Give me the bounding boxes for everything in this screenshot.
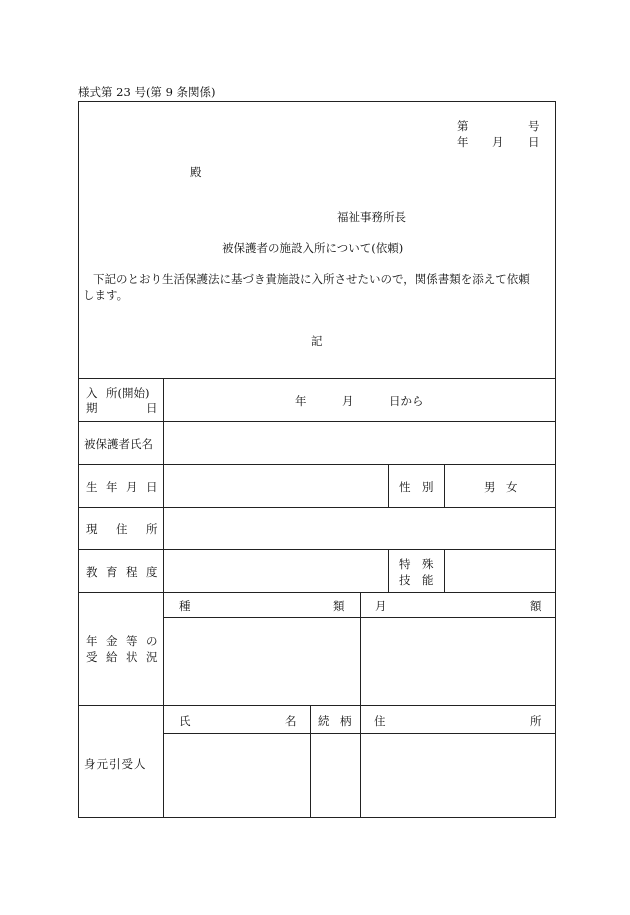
admission-label-line2-b: 日: [146, 401, 158, 415]
admission-label-line1-a: 入: [86, 386, 98, 400]
divider: [310, 705, 311, 818]
pension-label-1c: 等: [126, 634, 138, 648]
number-suffix: 号: [528, 119, 540, 133]
sex-label-2: 別: [422, 480, 434, 494]
education-label-2: 育: [106, 565, 118, 579]
sex-label-1: 性: [399, 480, 411, 494]
address-label-1: 現: [86, 522, 98, 536]
address-label-2: 住: [116, 522, 128, 536]
guarantor-relation-header-1: 続: [318, 714, 330, 728]
pension-label-2a: 受: [86, 650, 98, 664]
divider: [388, 464, 389, 507]
divider: [163, 378, 164, 818]
divider: [78, 507, 556, 508]
admission-label-line1-b: 所(開始): [106, 386, 150, 400]
pension-label-1b: 金: [106, 634, 118, 648]
guarantor-address-header-2: 所: [530, 714, 542, 728]
special-skill-label-2b: 能: [422, 573, 434, 587]
special-skill-label-2a: 技: [399, 573, 411, 587]
divider: [78, 549, 556, 550]
pension-label-2d: 況: [146, 650, 158, 664]
divider: [78, 705, 556, 706]
guarantor-relation-header-2: 柄: [340, 714, 352, 728]
pension-label-1d: の: [146, 634, 158, 648]
pension-amount-header-2: 額: [530, 599, 542, 613]
date-day: 日: [528, 135, 540, 149]
pension-type-header-1: 種: [179, 599, 191, 613]
protected-person-name-label: 被保護者氏名: [84, 437, 153, 451]
pension-label-2c: 状: [126, 650, 138, 664]
form-number: 様式第 23 号(第 9 条関係): [78, 85, 216, 99]
divider: [360, 705, 361, 818]
pension-label-1a: 年: [86, 634, 98, 648]
birth-label-4: 日: [146, 480, 158, 494]
divider: [78, 421, 556, 422]
admission-label-line2-a: 期: [86, 401, 98, 415]
divider: [78, 464, 556, 465]
addressee-suffix: 殿: [190, 165, 202, 179]
date-year: 年: [457, 135, 469, 149]
subject: 被保護者の施設入所について(依頼): [222, 241, 404, 255]
divider: [78, 378, 556, 379]
admission-year: 年: [295, 394, 307, 408]
pension-type-header-2: 類: [333, 599, 345, 613]
admission-month: 月: [342, 394, 354, 408]
number-prefix: 第: [457, 119, 469, 133]
birth-label-2: 年: [106, 480, 118, 494]
special-skill-label-1b: 殊: [422, 557, 434, 571]
education-label-4: 度: [146, 565, 158, 579]
ki-label: 記: [311, 334, 323, 348]
birth-label-1: 生: [86, 480, 98, 494]
divider: [360, 592, 361, 705]
sender: 福祉事務所長: [337, 210, 406, 224]
divider: [78, 592, 556, 593]
pension-label-2b: 給: [106, 650, 118, 664]
address-label-3: 所: [146, 522, 158, 536]
divider: [444, 464, 445, 507]
guarantor-label: 身元引受人: [84, 757, 147, 771]
divider: [444, 549, 445, 592]
date-month: 月: [492, 135, 504, 149]
pension-amount-header-1: 月: [375, 599, 387, 613]
sex-option-female: 女: [506, 480, 518, 494]
guarantor-name-header-2: 名: [285, 714, 297, 728]
birth-label-3: 月: [126, 480, 138, 494]
form-frame: [78, 101, 556, 818]
special-skill-label-1a: 特: [399, 557, 411, 571]
body-text-line2: します。: [83, 288, 129, 302]
body-text-line1: 下記のとおり生活保護法に基づき貴施設に入所させたいので，関係書類を添えて依頼: [93, 272, 530, 286]
guarantor-name-header-1: 氏: [179, 714, 191, 728]
divider: [388, 549, 389, 592]
education-label-1: 教: [86, 565, 98, 579]
guarantor-address-header-1: 住: [374, 714, 386, 728]
admission-day-from: 日から: [389, 394, 424, 408]
education-label-3: 程: [126, 565, 138, 579]
sex-option-male: 男: [484, 480, 496, 494]
